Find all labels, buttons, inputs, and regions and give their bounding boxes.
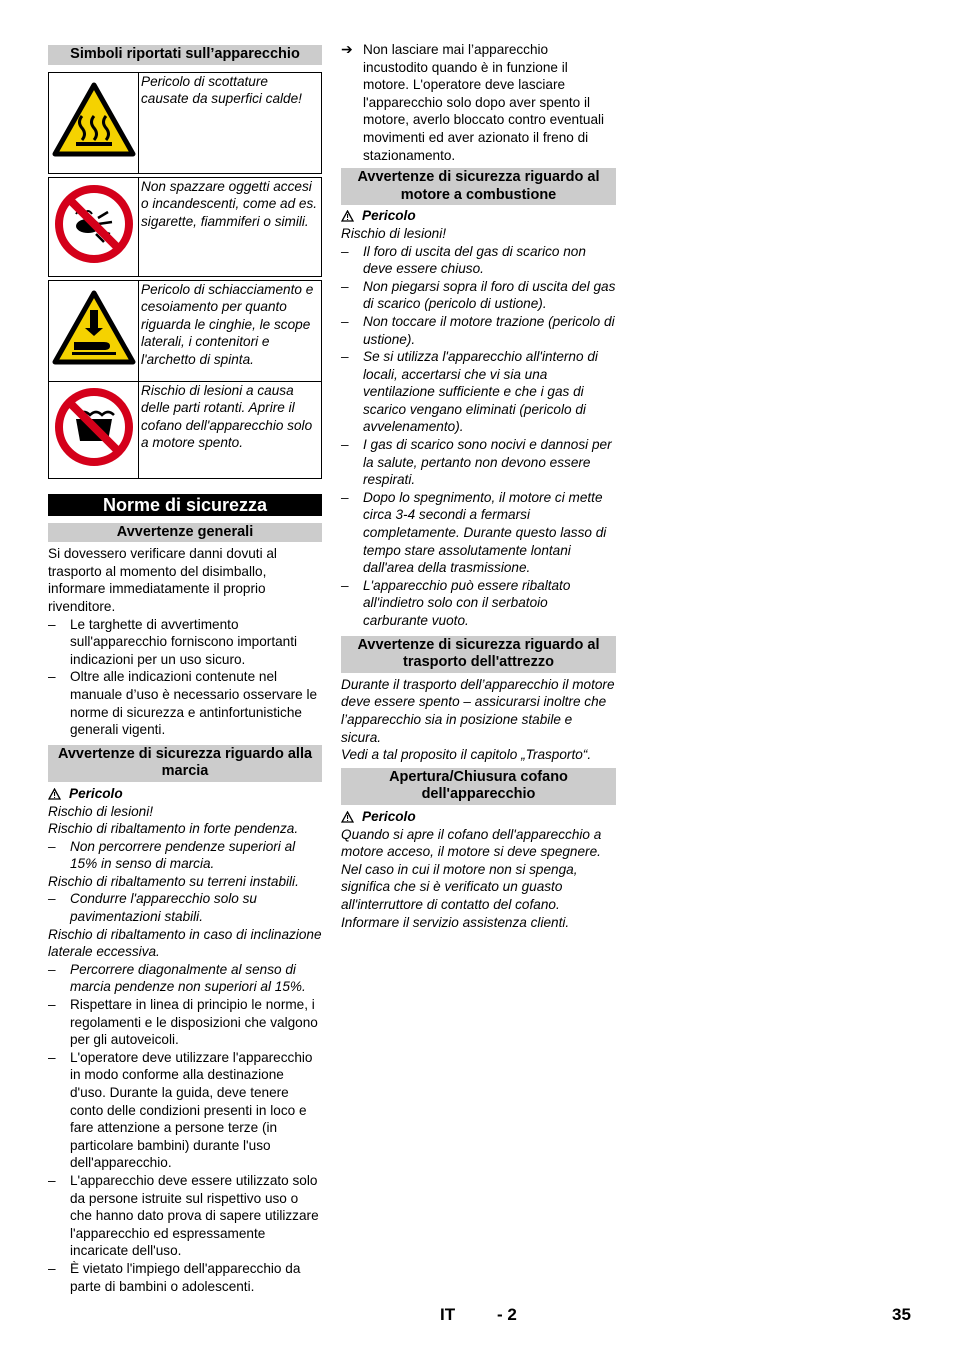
- no-sweeping-burning-objects-icon: [54, 252, 134, 267]
- list-item: – Non piegarsi sopra il foro di uscita del gas di scarico (pericolo di ustione).: [341, 278, 616, 312]
- symbol-row: [49, 72, 322, 173]
- footer-language: IT: [440, 1305, 456, 1324]
- list-item: – È vietato l'impiego dell'apparecchio da parte di bambini o adolescenti.: [48, 1260, 301, 1294]
- symbols-table: [48, 72, 322, 174]
- left-column: Simboli riportati sull’apparecchio Pericolo di scottature causate da superfici calde! Non spazzare oggetti accesi o incandescenti, come ad es. sigarette, fiammiferi o simili. Pericolo di schiacciamento e cesoiamento per quanto riguarda le cinghie, le scope laterali, i contenitori e l'archetto di spinta. Rischio di lesioni a causa delle parti rotanti. Aprire il cofano dell'apparecchio solo a motore spento. Norme di sicurezza Avvertenze generali Si dovessero verificare danni dovuti al trasporto al momento del disimballo, informare immediatamente il proprio rivenditore. – Le targhette di avvertimento sull'apparecchio forniscono importanti indicazioni per un uso sicuro. – Oltre alle indicazioni contenute nel manuale d’uso è necessario osservare le norme di sicurezza e antinfortunistiche generali vigenti. Avvertenze di sicurezza riguardo alla marcia Pericolo Rischio di lesioni! Rischio di ribaltamento in forte pendenza. – Non percorrere pendenze superiori al 15% in senso di marcia. Rischio di ribaltamento su terreni instabili. – Condurre l'apparecchio solo su pavimentazioni stabili. Rischio di ribaltamento in caso di inclinazione laterale eccessiva. – Percorrere diagonalmente al senso di marcia pendenze non superiori al 15%. – Rispettare in linea di principio le norme, i regolamenti e le disposizioni che valgono per gli autoveicoli. – L'operatore deve utilizzare l'apparecchio in modo conforme alla destinazione d'uso. Durante la guida, deve tenere conto delle condizioni presenti in loco e fare attenzione a persone terze (in particolare bambini) durante l'uso dell'apparecchio. – L'apparecchio deve essere utilizzato solo da persone istruite sul rispettivo uso o che hanno dato prova di sapere utilizzare l'apparecchio ed espressamente incaricate dell'uso. – È vietato l'impiego dell'apparecchio da parte di bambini o adolescenti.: [48, 46, 322, 1294]
- list-item: – L'apparecchio deve essere utilizzato solo da persone istruite sul rispettivo uso o che hanno dato prova di sapere utilizzare l'apparecchio ed espressamente incaricate dell'uso.: [48, 1172, 319, 1259]
- list-item: – L'apparecchio può essere ribaltato all'indietro solo con il serbatoio carburante vuoto.: [341, 577, 571, 628]
- engine-warnings-heading: Avvertenze di sicurezza riguardo al motore a combustione: [341, 168, 616, 205]
- symbol-row: [49, 280, 322, 381]
- symbol-row: [49, 381, 322, 478]
- rotating-parts-prohibition-icon: [54, 455, 134, 470]
- list-item: – Oltre alle indicazioni contenute nel manuale d’uso è necessario osservare le norme di sicurezza e antinfortunistiche generali vigenti.: [48, 669, 318, 738]
- danger-label: Pericolo: [341, 808, 616, 826]
- hood-heading: Apertura/Chiusura cofano dell'apparecchio: [341, 768, 616, 805]
- list-item: – Condurre l'apparecchio solo su pavimentazioni stabili.: [48, 891, 257, 925]
- danger-label: Pericolo: [341, 207, 616, 225]
- arrow-right-icon: ➔: [341, 41, 353, 57]
- general-intro: Si dovessero verificare danni dovuti al trasporto al momento del disimballo, informare immediatamente il proprio rivenditore.: [48, 546, 277, 614]
- symbol-text: Non spazzare oggetti accesi o incandescenti, come ad es. sigarette, fiammiferi o simili.: [139, 177, 322, 276]
- list-item: – Se si utilizza l'apparecchio all'interno di locali, accertarsi che vi sia una ventilazione sufficiente e che i gas di scarico vengano eliminati (pericolo di avvelenamento).: [341, 349, 598, 435]
- warning-triangle-icon: [341, 210, 354, 222]
- general-warnings-heading: Avvertenze generali: [48, 523, 322, 543]
- list-item: – Non toccare il motore trazione (pericolo di ustione).: [341, 313, 615, 347]
- symbol-text: Pericolo di schiacciamento e cesoiamento per quanto riguarda le cinghie, le scope laterali, i contenitori e l'archetto di spinta.: [139, 280, 322, 381]
- symbols-heading: Simboli riportati sull’apparecchio: [48, 45, 322, 65]
- arrow-list-item: ➔ Non lasciare mai l’apparecchio incustodito quando è in funzione il motore. L'operatore deve lasciare l'apparecchio solo dopo aver spento il motore, averlo bloccato contro eventuali movimenti ed aver azionato il freno di stazionamento.: [341, 41, 605, 163]
- list-item: – Il foro di uscita del gas di scarico non deve essere chiuso.: [341, 243, 586, 277]
- list-item: – Dopo lo spegnimento, il motore ci mette circa 3-4 secondi a fermarsi completamente. Durante questo lasso di tempo stare assolutamente lontani dall'area della trasmissione.: [341, 489, 607, 576]
- list-item: – I gas di scarico sono nocivi e dannosi per la salute, pertanto non devono essere respirati.: [341, 437, 612, 488]
- safety-rules-heading: Norme di sicurezza: [48, 494, 322, 516]
- list-item: – L'operatore deve utilizzare l'apparecchio in modo conforme alla destinazione d'uso. Durante la guida, deve tenere conto delle condizioni presenti in loco e fare attenzione a persone terze (in particolare bambini) durante l'uso dell'apparecchio.: [48, 1049, 313, 1171]
- list-item: – Non percorrere pendenze superiori al 15% in senso di marcia.: [48, 838, 296, 872]
- symbol-row: [49, 177, 322, 276]
- list-item: – Rispettare in linea di principio le norme, i regolamenti e le disposizioni che valgono per gli autoveicoli.: [48, 997, 318, 1048]
- march-warnings-heading: Avvertenze di sicurezza riguardo alla marcia: [48, 745, 322, 782]
- page-number: 35: [892, 1305, 911, 1324]
- crushing-hand-warning-icon: [52, 354, 136, 369]
- warning-triangle-icon: [341, 811, 354, 823]
- danger-label: Pericolo: [48, 785, 322, 803]
- right-column: ➔ Non lasciare mai l’apparecchio incustodito quando è in funzione il motore. L'operatore deve lasciare l'apparecchio solo dopo aver spento il motore, averlo bloccato contro eventuali movimenti ed aver azionato il freno di stazionamento. Avvertenze di sicurezza riguardo al motore a combustione Pericolo Rischio di lesioni! – Il foro di uscita del gas di scarico non deve essere chiuso. – Non piegarsi sopra il foro di uscita del gas di scarico (pericolo di ustione). – Non toccare il motore trazione (pericolo di ustione). – Se si utilizza l'apparecchio all'interno di locali, accertarsi che vi sia una ventilazione sufficiente e che i gas di scarico vengano eliminati (pericolo di avvelenamento). – I gas di scarico sono nocivi e dannosi per la salute, pertanto non devono essere respirati. – Dopo lo spegnimento, il motore ci mette circa 3-4 secondi a fermarsi completamente. Durante questo lasso di tempo stare assolutamente lontani dall'area della trasmissione. – L'apparecchio può essere ribaltato all'indietro solo con il serbatoio carburante vuoto. Avvertenze di sicurezza riguardo al trasporto dell'attrezzo Durante il trasporto dell’apparecchio il motore deve essere spento – assicurarsi inoltre che l’apparecchio sia in posizione stabile e sicura. Vedi a tal proposito il capitolo „Trasporto“. Apertura/Chiusura cofano dell'apparecchio Pericolo Quando si apre il cofano dell'apparecchio a motore acceso, il motore si deve spegnere. Nel caso in cui il motore non si spenga, significa che si è verificato un guasto all'interruttore di contatto del cofano. Informare il servizio assistenza clienti.: [341, 41, 616, 930]
- transport-warnings-heading: Avvertenze di sicurezza riguardo al trasporto dell'attrezzo: [341, 636, 616, 673]
- warning-triangle-icon: [48, 788, 61, 800]
- footer-section: - 2: [497, 1305, 517, 1324]
- symbol-text: Rischio di lesioni a causa delle parti rotanti. Aprire il cofano dell'apparecchio solo a motore spento.: [139, 381, 322, 478]
- hot-surface-warning-icon: [52, 146, 136, 161]
- symbol-text: Pericolo di scottature causate da superfici calde!: [139, 72, 322, 173]
- list-item: – Le targhette di avvertimento sull'apparecchio forniscono importanti indicazioni per un uso sicuro.: [48, 616, 298, 667]
- list-item: – Percorrere diagonalmente al senso di marcia pendenze non superiori al 15%.: [48, 961, 306, 995]
